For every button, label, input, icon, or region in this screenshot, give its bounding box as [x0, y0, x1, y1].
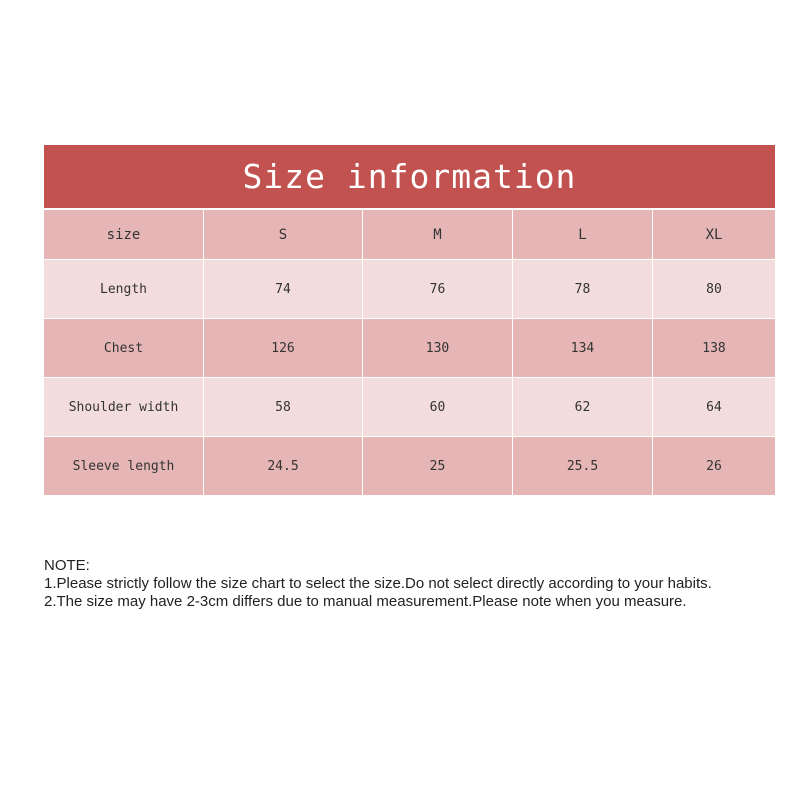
table-cell: 24.5	[203, 437, 362, 495]
table-cell: 60	[362, 378, 512, 436]
table-row-chest	[44, 318, 775, 377]
table-cell: 62	[512, 378, 652, 436]
header-cell-xl: XL	[652, 210, 775, 259]
table-row-length	[44, 259, 775, 318]
table-cell: 130	[362, 319, 512, 377]
row-label: Sleeve length	[72, 458, 175, 474]
header-cell-size: size	[106, 226, 141, 243]
row-label: Length	[100, 281, 147, 297]
table-cell: 74	[203, 260, 362, 318]
table-cell: 25.5	[512, 437, 652, 495]
row-label: Shoulder width	[68, 399, 179, 415]
header-cell-s: S	[203, 210, 362, 259]
table-cell: 78	[512, 260, 652, 318]
notes-heading: NOTE:	[44, 557, 90, 574]
size-chart-table	[44, 145, 775, 495]
table-cell: 126	[203, 319, 362, 377]
table-cell: 138	[652, 319, 775, 377]
table-cell: 25	[362, 437, 512, 495]
notes-section	[44, 557, 712, 611]
table-cell: 134	[512, 319, 652, 377]
table-title: Size information	[44, 145, 775, 209]
row-label: Chest	[103, 340, 144, 356]
note-line: 1.Please strictly follow the size chart to select the size.Do not select directly according to your habits.	[44, 575, 712, 592]
header-cell-l: L	[512, 210, 652, 259]
note-line: 2.The size may have 2-3cm differs due to manual measurement.Please note when you measure.	[44, 593, 687, 610]
table-cell: 76	[362, 260, 512, 318]
table-cell: 64	[652, 378, 775, 436]
table-cell: 26	[652, 437, 775, 495]
table-header-row	[44, 209, 775, 259]
table-row-sleeve-length	[44, 436, 775, 495]
table-cell: 58	[203, 378, 362, 436]
header-cell-m: M	[362, 210, 512, 259]
table-cell: 80	[652, 260, 775, 318]
table-row-shoulder-width	[44, 377, 775, 436]
